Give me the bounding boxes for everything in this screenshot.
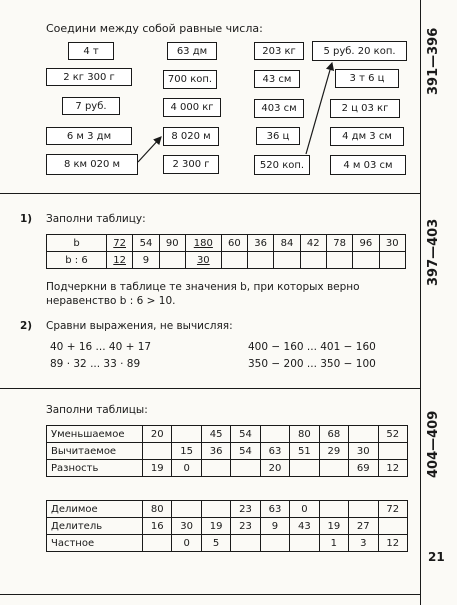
box-c4-2[interactable]: 3 т 6 ц xyxy=(335,69,399,88)
table-cell[interactable]: 54 xyxy=(231,443,260,460)
side-label-397-403: 397—403 xyxy=(426,218,441,286)
subtraction-table xyxy=(46,425,408,477)
arrow-8km-to-8020m xyxy=(138,137,161,162)
table-cell[interactable]: 68 xyxy=(319,426,348,443)
table-cell[interactable]: 27 xyxy=(349,518,378,535)
table-cell[interactable]: 23 xyxy=(231,518,260,535)
table-label-b: b xyxy=(47,235,107,252)
table-cell[interactable] xyxy=(159,252,185,269)
box-c1-3[interactable]: 7 руб. xyxy=(62,97,120,115)
table-cell[interactable] xyxy=(319,460,348,477)
box-c4-1[interactable]: 5 руб. 20 коп. xyxy=(312,41,407,61)
table-cell[interactable]: 80 xyxy=(290,426,319,443)
table-cell[interactable]: 60 xyxy=(221,235,247,252)
table-cell[interactable]: 90 xyxy=(159,235,185,252)
table-cell[interactable]: 78 xyxy=(326,235,352,252)
table-row xyxy=(47,518,408,535)
table-cell[interactable] xyxy=(143,443,172,460)
table-cell[interactable] xyxy=(290,460,319,477)
table-cell[interactable]: 52 xyxy=(378,426,408,443)
side-label-391-396: 391—396 xyxy=(426,27,441,95)
task2-instruction: Сравни выражения, не вычисляя: xyxy=(46,320,233,332)
table-cell[interactable] xyxy=(274,252,300,269)
table-cell[interactable] xyxy=(326,252,352,269)
box-c4-4[interactable]: 4 дм 3 см xyxy=(330,127,404,146)
box-c3-3[interactable]: 403 см xyxy=(254,99,304,118)
table-cell[interactable]: 23 xyxy=(231,501,260,518)
table-cell[interactable]: 63 xyxy=(260,443,289,460)
section-divider-1 xyxy=(0,193,420,194)
table-cell[interactable]: 19 xyxy=(143,460,172,477)
table-row-b-div-6 xyxy=(47,252,406,269)
row-label-minuend: Уменьшаемое xyxy=(47,426,143,443)
expression-left-2: 89 · 32 ... 33 · 89 xyxy=(50,358,141,370)
box-c2-1[interactable]: 63 дм xyxy=(167,42,217,60)
table-cell[interactable] xyxy=(201,460,230,477)
table-cell[interactable]: 30 xyxy=(172,518,201,535)
table-row-b xyxy=(47,235,406,252)
table-cell[interactable]: 29 xyxy=(319,443,348,460)
table-cell[interactable] xyxy=(319,501,348,518)
table-cell[interactable]: 96 xyxy=(353,235,379,252)
table-row xyxy=(47,460,408,477)
connecting-arrows xyxy=(0,0,420,193)
section-divider-2 xyxy=(0,388,420,389)
table-cell[interactable] xyxy=(201,501,230,518)
table-cell[interactable]: 36 xyxy=(201,443,230,460)
table-cell[interactable]: 20 xyxy=(260,460,289,477)
row-label-quotient: Частное xyxy=(47,535,143,552)
table-row xyxy=(47,426,408,443)
table-cell[interactable]: 36 xyxy=(248,235,274,252)
table-cell[interactable]: 9 xyxy=(260,518,289,535)
table-cell[interactable]: 3 xyxy=(349,535,378,552)
box-c2-5[interactable]: 2 300 г xyxy=(163,155,219,174)
table-cell[interactable]: 0 xyxy=(172,460,201,477)
table-cell[interactable]: 51 xyxy=(290,443,319,460)
table-cell[interactable]: 43 xyxy=(290,518,319,535)
table-cell[interactable]: 12 xyxy=(378,460,408,477)
table-cell[interactable] xyxy=(349,426,378,443)
task2-number: 2) xyxy=(20,320,33,332)
arrow-520kop-to-5rub xyxy=(306,63,332,154)
table-row xyxy=(47,535,408,552)
table-cell[interactable]: 69 xyxy=(349,460,378,477)
table-cell[interactable]: 20 xyxy=(143,426,172,443)
table-cell[interactable]: 12 xyxy=(378,535,408,552)
box-c3-1[interactable]: 203 кг xyxy=(254,42,304,60)
box-c2-2[interactable]: 700 коп. xyxy=(163,70,217,89)
table-cell[interactable] xyxy=(221,252,247,269)
box-c3-2[interactable]: 43 см xyxy=(254,70,300,88)
table-cell[interactable]: 84 xyxy=(274,235,300,252)
table-cell[interactable] xyxy=(260,426,289,443)
table-cell[interactable] xyxy=(300,252,326,269)
table-row xyxy=(47,501,408,518)
table-cell[interactable] xyxy=(378,443,408,460)
table-cell[interactable]: 16 xyxy=(143,518,172,535)
table-cell[interactable]: 15 xyxy=(172,443,201,460)
row-label-subtrahend: Вычитаемое xyxy=(47,443,143,460)
section3-instruction: Заполни таблицы: xyxy=(46,404,148,416)
division-quotient-table xyxy=(46,500,408,552)
table-cell[interactable]: 72 xyxy=(107,235,133,252)
table-cell[interactable] xyxy=(248,252,274,269)
table-cell[interactable]: 5 xyxy=(201,535,230,552)
table-cell[interactable]: 30 xyxy=(185,252,221,269)
table-cell[interactable] xyxy=(349,501,378,518)
box-c3-4[interactable]: 36 ц xyxy=(256,127,300,145)
table-cell[interactable] xyxy=(143,535,172,552)
table-cell[interactable]: 54 xyxy=(133,235,159,252)
table-cell[interactable]: 0 xyxy=(172,535,201,552)
expression-right-1: 400 − 160 ... 401 − 160 xyxy=(248,341,376,353)
box-c2-3[interactable]: 4 000 кг xyxy=(163,98,221,117)
section-divider-3 xyxy=(0,594,420,595)
box-c2-4[interactable]: 8 020 м xyxy=(163,127,219,146)
task1-number: 1) xyxy=(20,213,33,225)
table-cell[interactable]: 80 xyxy=(143,501,172,518)
row-label-difference: Разность xyxy=(47,460,143,477)
table-cell[interactable] xyxy=(353,252,379,269)
underline-instruction-line2: неравенство b : 6 > 10. xyxy=(46,295,176,307)
underline-instruction-line1: Подчеркни в таблице те значения b, при которых верно xyxy=(46,281,360,293)
box-c4-5[interactable]: 4 м 03 см xyxy=(330,155,406,175)
table-cell[interactable]: 180 xyxy=(185,235,221,252)
box-c1-5[interactable]: 8 км 020 м xyxy=(46,154,138,175)
side-label-404-409: 404—409 xyxy=(426,410,441,478)
table-cell[interactable]: 30 xyxy=(379,235,405,252)
row-label-divisor: Делитель xyxy=(47,518,143,535)
table-cell[interactable]: 12 xyxy=(107,252,133,269)
page-right-border xyxy=(420,0,421,605)
table-cell[interactable] xyxy=(290,535,319,552)
box-c3-5[interactable]: 520 коп. xyxy=(254,155,310,175)
table-cell[interactable] xyxy=(260,535,289,552)
table-label-b-div-6: b : 6 xyxy=(47,252,107,269)
table-cell[interactable]: 42 xyxy=(300,235,326,252)
box-c4-3[interactable]: 2 ц 03 кг xyxy=(330,99,400,118)
section1-instruction: Соедини между собой равные числа: xyxy=(46,22,263,35)
table-cell[interactable]: 63 xyxy=(260,501,289,518)
table-cell[interactable] xyxy=(231,460,260,477)
table-cell[interactable] xyxy=(379,252,405,269)
table-cell[interactable]: 1 xyxy=(319,535,348,552)
table-cell[interactable]: 54 xyxy=(231,426,260,443)
division-table xyxy=(46,234,406,269)
table-cell[interactable] xyxy=(378,518,408,535)
table-cell[interactable] xyxy=(231,535,260,552)
table-cell[interactable]: 9 xyxy=(133,252,159,269)
box-c1-4[interactable]: 6 м 3 дм xyxy=(46,127,132,145)
box-c1-1[interactable]: 4 т xyxy=(68,42,114,60)
table-cell[interactable]: 45 xyxy=(201,426,230,443)
table-cell[interactable] xyxy=(172,501,201,518)
table-cell[interactable]: 19 xyxy=(319,518,348,535)
box-c1-2[interactable]: 2 кг 300 г xyxy=(46,68,132,86)
expression-left-1: 40 + 16 ... 40 + 17 xyxy=(50,341,152,353)
expression-right-2: 350 − 200 ... 350 − 100 xyxy=(248,358,376,370)
table-cell[interactable]: 30 xyxy=(349,443,378,460)
table-cell[interactable]: 0 xyxy=(290,501,319,518)
table-cell[interactable]: 72 xyxy=(378,501,408,518)
task1-instruction: Заполни таблицу: xyxy=(46,213,146,225)
row-label-dividend: Делимое xyxy=(47,501,143,518)
table-cell[interactable] xyxy=(172,426,201,443)
page-number: 21 xyxy=(428,550,445,564)
table-cell[interactable]: 19 xyxy=(201,518,230,535)
table-row xyxy=(47,443,408,460)
